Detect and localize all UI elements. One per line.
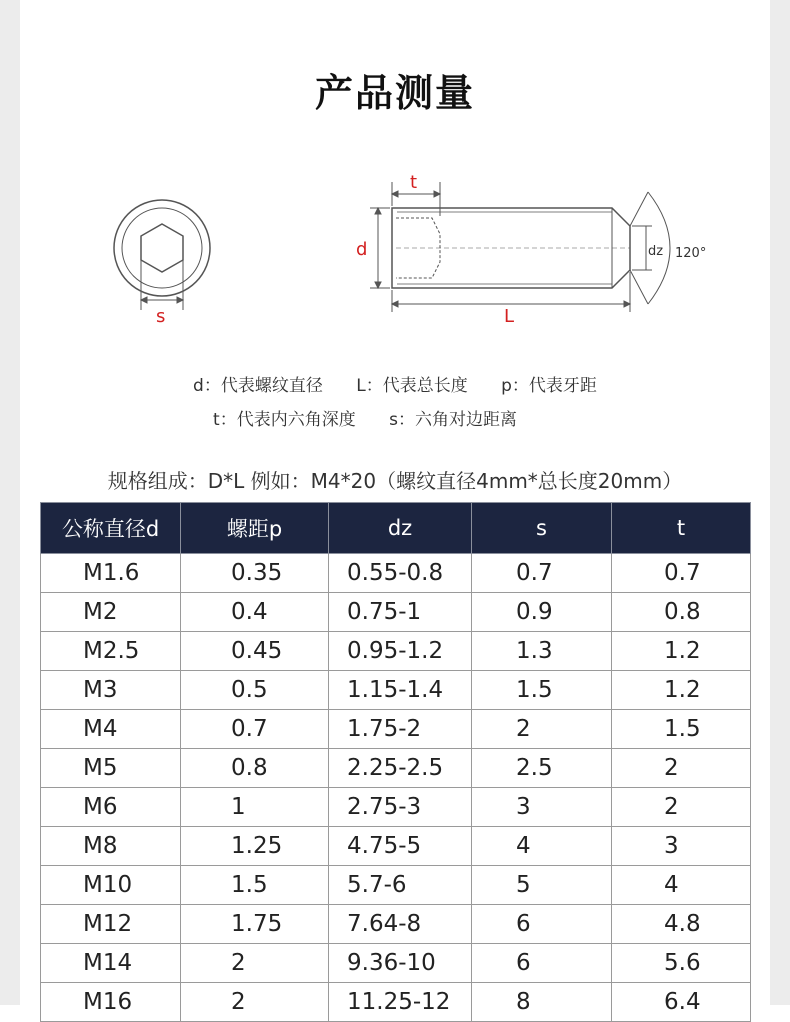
table-cell: 2.25-2.5 [329, 749, 472, 788]
table-cell: 11.25-12 [329, 983, 472, 1022]
table-cell: 4.75-5 [329, 827, 472, 866]
table-cell: 4 [472, 827, 612, 866]
legend-t: t：代表内六角深度 [213, 410, 356, 430]
table-cell: 1 [181, 788, 329, 827]
spec-format-line: 规格组成：D*L 例如：M4*20（螺纹直径4mm*总长度20mm） [107, 469, 683, 493]
header-dz: dz [329, 503, 472, 554]
legend-p: p：代表牙距 [501, 376, 597, 396]
header-pitch: 螺距p [181, 503, 329, 554]
table-row [41, 749, 751, 788]
legend-L: L：代表总长度 [356, 376, 468, 396]
table-cell: 2 [612, 788, 751, 827]
legend-d: d：代表螺纹直径 [193, 376, 323, 396]
table-cell: 0.95-1.2 [329, 632, 472, 671]
table-cell: 0.8 [612, 593, 751, 632]
table-cell: 1.15-1.4 [329, 671, 472, 710]
table-cell: 3 [612, 827, 751, 866]
table-cell: 9.36-10 [329, 944, 472, 983]
table-cell: 2.5 [472, 749, 612, 788]
table-cell: 2 [181, 944, 329, 983]
left-margin [0, 0, 20, 1005]
header-t: t [612, 503, 751, 554]
table-cell: M6 [41, 788, 181, 827]
table-row [41, 788, 751, 827]
table-cell: 5.7-6 [329, 866, 472, 905]
table-cell: 2 [472, 710, 612, 749]
table-cell: M8 [41, 827, 181, 866]
legend-row-1 [20, 371, 770, 396]
table-cell: 1.5 [472, 671, 612, 710]
table-cell: 1.5 [612, 710, 751, 749]
table-cell: M10 [41, 866, 181, 905]
table-cell: 2.75-3 [329, 788, 472, 827]
header-s: s [472, 503, 612, 554]
table-cell: 0.55-0.8 [329, 554, 472, 593]
table-cell: 1.2 [612, 632, 751, 671]
side-view [370, 182, 670, 312]
table-cell: 1.2 [612, 671, 751, 710]
right-margin [770, 0, 790, 1005]
legend-row-2 [20, 405, 770, 430]
table-cell: 1.75-2 [329, 710, 472, 749]
table-row [41, 944, 751, 983]
table-cell: 0.5 [181, 671, 329, 710]
page-title: 产品测量 [314, 71, 475, 115]
table-cell: 2 [181, 983, 329, 1022]
table-row [41, 632, 751, 671]
table-cell: 1.5 [181, 866, 329, 905]
table-cell: 0.7 [472, 554, 612, 593]
table-row [41, 827, 751, 866]
table-cell: 6 [472, 905, 612, 944]
table-row [41, 983, 751, 1022]
table-cell: M4 [41, 710, 181, 749]
table-cell: 0.9 [472, 593, 612, 632]
table-cell: M12 [41, 905, 181, 944]
table-row [41, 593, 751, 632]
table-cell: 4 [612, 866, 751, 905]
table-cell: M1.6 [41, 554, 181, 593]
table-cell: 5.6 [612, 944, 751, 983]
legend-s: s：六角对边距离 [389, 410, 517, 430]
table-cell: M14 [41, 944, 181, 983]
label-t: t [410, 172, 418, 193]
header-nominal-diameter: 公称直径d [41, 503, 181, 554]
table-row [41, 554, 751, 593]
table-cell: 4.8 [612, 905, 751, 944]
table-cell: 3 [472, 788, 612, 827]
label-angle: 120° [675, 246, 707, 261]
table-row [41, 905, 751, 944]
table-cell: 8 [472, 983, 612, 1022]
table-cell: 1.3 [472, 632, 612, 671]
table-cell: 0.45 [181, 632, 329, 671]
table-cell: 0.7 [612, 554, 751, 593]
label-dz: dz [648, 244, 664, 259]
table-cell: 0.35 [181, 554, 329, 593]
table-row [41, 866, 751, 905]
table-cell: 5 [472, 866, 612, 905]
table-body [41, 554, 751, 1022]
table-cell: M2.5 [41, 632, 181, 671]
front-view [114, 200, 210, 310]
table-cell: 7.64-8 [329, 905, 472, 944]
table-cell: 0.8 [181, 749, 329, 788]
table-cell: 1.75 [181, 905, 329, 944]
table-cell: M2 [41, 593, 181, 632]
spec-table [40, 502, 751, 1022]
product-sheet [20, 0, 770, 1015]
table-header-row [41, 503, 751, 554]
table-cell: 0.7 [181, 710, 329, 749]
label-L: L [504, 306, 515, 327]
table-cell: 6 [472, 944, 612, 983]
table-row [41, 671, 751, 710]
table-cell: 2 [612, 749, 751, 788]
table-cell: M3 [41, 671, 181, 710]
table-cell: 0.4 [181, 593, 329, 632]
screw-dimension-diagram [100, 160, 740, 360]
table-cell: 6.4 [612, 983, 751, 1022]
table-cell: M16 [41, 983, 181, 1022]
table-row [41, 710, 751, 749]
label-s: s [156, 306, 166, 327]
table-cell: 1.25 [181, 827, 329, 866]
label-d: d [356, 239, 368, 260]
table-cell: M5 [41, 749, 181, 788]
table-cell: 0.75-1 [329, 593, 472, 632]
